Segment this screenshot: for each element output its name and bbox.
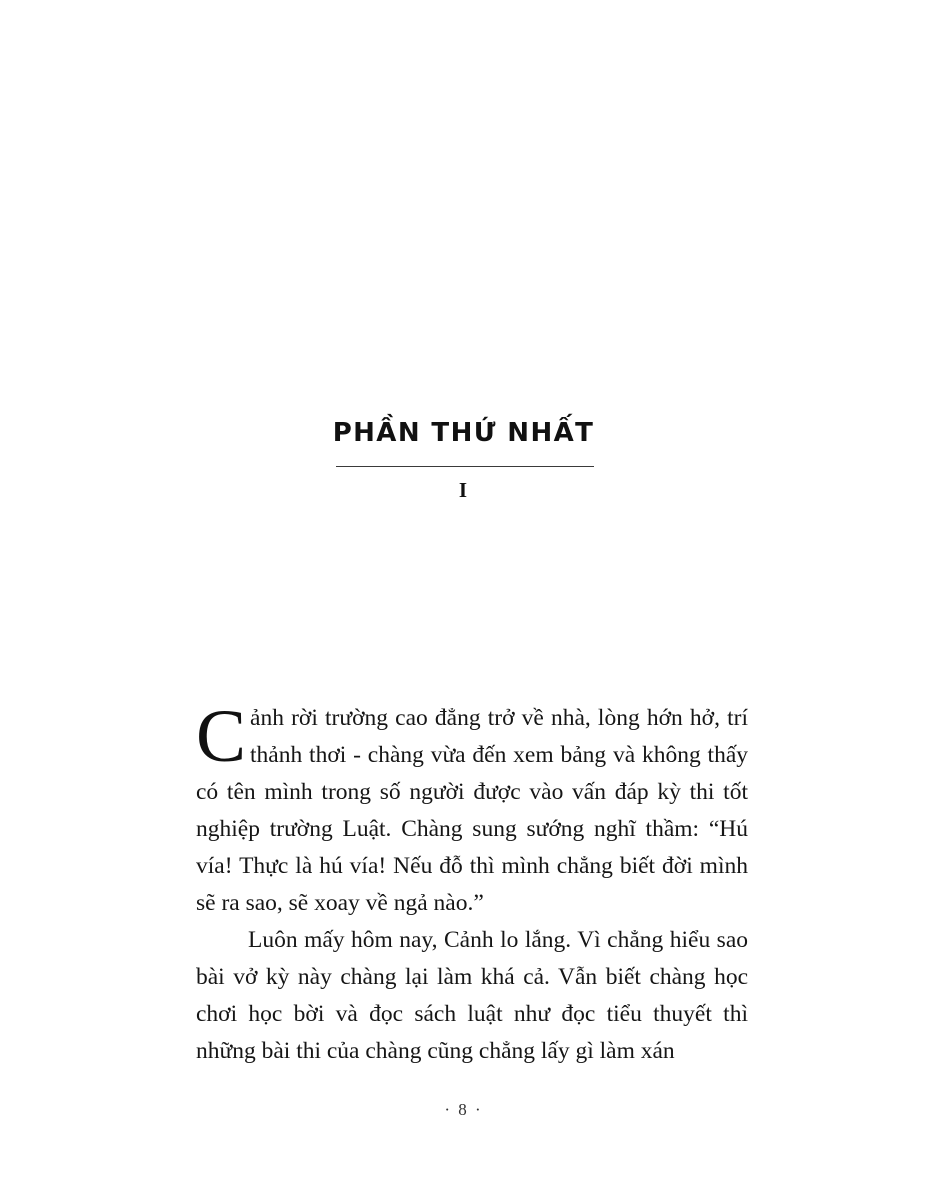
heading-divider [336, 466, 594, 467]
drop-cap: C [196, 695, 247, 778]
paragraph-2: Luôn mấy hôm nay, Cảnh lo lắng. Vì chẳng hiểu sao bài vở kỳ này chàng lại làm khá cả. Vẫn biết chàng học chơi học bời và đọc sách luật như đọc tiểu thuyết thì những bài thi của chàng cũng chẳng lấy gì làm xán [196, 927, 748, 1064]
page-number: · 8 · [444, 1100, 483, 1119]
body-text [196, 695, 748, 1070]
paragraph-1 [196, 695, 748, 922]
paragraph-1-text: ảnh rời trường cao đẳng trở về nhà, lòng hớn hở, trí thảnh thơi - chàng vừa đến xem bảng và không thấy có tên mình trong số người được vào vấn đáp kỳ thi tốt nghiệp trường Luật. Chàng sung sướng nghĩ thầm: “Hú vía! Thực là hú vía! Nếu đỗ thì mình chẳng biết đời mình sẽ ra sao, sẽ xoay về ngả nào.” [196, 705, 748, 916]
chapter-number: I [458, 478, 469, 502]
part-heading: PHẦN THỨ NHẤT [332, 418, 595, 448]
